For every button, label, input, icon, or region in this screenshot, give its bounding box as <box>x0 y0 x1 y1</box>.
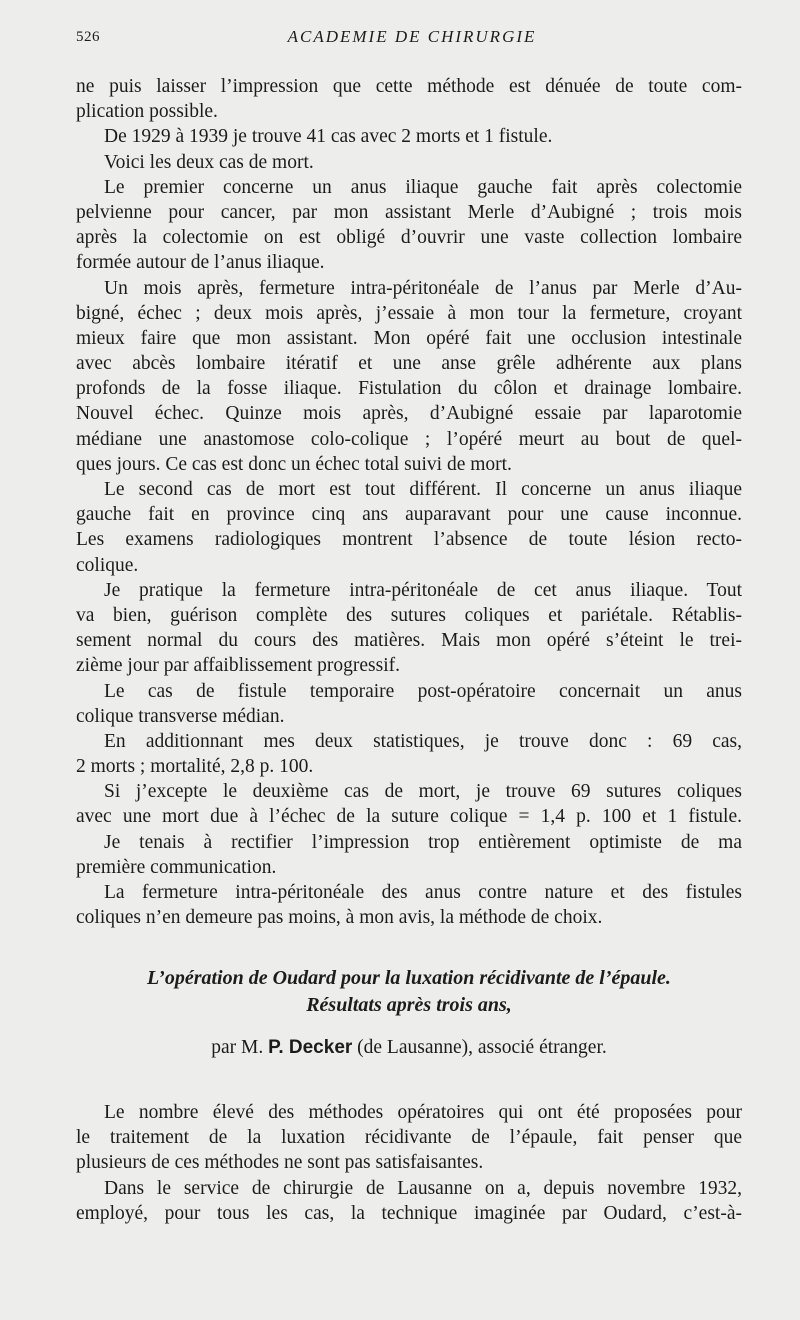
author-byline <box>76 1037 742 1059</box>
text-line: Dans le service de chirurgie de Lausanne on a, depuis novembre 1932, <box>104 1177 742 1199</box>
text-line: avec une mort due à l’échec de la suture colique = 1,4 p. 100 et 1 fistule. <box>76 806 742 828</box>
text-line: coliques n’en demeure pas moins, à mon avis, la méthode de choix. <box>76 907 603 929</box>
author-affiliation: (de Lausanne), associé étranger. <box>352 1037 607 1058</box>
text-line: colique. <box>76 554 139 576</box>
text-line: colique transverse médian. <box>76 705 285 727</box>
text-line: ne puis laisser l’impression que cette méthode est dénuée de toute com- <box>76 76 742 97</box>
text-line: Nouvel échec. Quinze mois après, d’Aubigné essaie par laparotomie <box>76 403 742 425</box>
text-line: 2 morts ; mortalité, 2,8 p. 100. <box>76 756 314 778</box>
text-line: profonds de la fosse iliaque. Fistulation du côlon et drainage lombaire. <box>76 378 742 400</box>
text-line: Voici les deux cas de mort. <box>104 151 314 173</box>
text-line: Je pratique la fermeture intra-péritonéale de cet anus iliaque. Tout <box>104 579 742 601</box>
author-prefix: par M. <box>211 1037 269 1058</box>
article-title <box>76 965 742 1019</box>
article-title-line: L’opération de Oudard pour la luxation récidivante de l’épaule. <box>147 967 671 989</box>
text-line: gauche fait en province cinq ans auparavant pour une cause inconnue. <box>76 504 742 526</box>
text-line: pelvienne pour cancer, par mon assistant Merle d’Aubigné ; trois mois <box>76 201 742 223</box>
text-line: Le second cas de mort est tout différent. Il concerne un anus iliaque <box>104 479 742 500</box>
text-line: De 1929 à 1939 je trouve 41 cas avec 2 morts et 1 fistule. <box>104 126 553 148</box>
text-line: Les examens radiologiques montrent l’absence de toute lésion recto- <box>76 529 742 551</box>
running-head: ACADEMIE DE CHIRURGIE <box>287 27 537 46</box>
text-line: formée autour de l’anus iliaque. <box>76 252 325 274</box>
text-line: avec abcès lombaire itératif et une anse grêle adhérente aux plans <box>76 353 742 375</box>
text-line: sement normal du cours des matières. Mais mon opéré s’éteint le trei- <box>76 630 742 652</box>
text-line: ques jours. Ce cas est donc un échec total suivi de mort. <box>76 453 512 475</box>
text-line: médiane une anastomose colo-colique ; l’opéré meurt au bout de quel- <box>76 428 742 450</box>
text-line: bigné, échec ; deux mois après, j’essaie à mon tour la fermeture, croyant <box>76 302 742 324</box>
text-line: En additionnant mes deux statistiques, je trouve donc : 69 cas, <box>104 730 742 752</box>
text-line: La fermeture intra-péritonéale des anus contre nature et des fistules <box>104 882 742 903</box>
text-line: mieux faire que mon assistant. Mon opéré fait une occlusion intestinale <box>76 327 742 349</box>
text-line: va bien, guérison complète des sutures coliques et pariétale. Rétablis- <box>76 604 742 626</box>
author-name: P. Decker <box>268 1037 353 1058</box>
text-line: Je tenais à rectifier l’impression trop entièrement optimiste de ma <box>104 831 742 853</box>
text-line: plication possible. <box>76 101 218 123</box>
text-line: après la colectomie on est obligé d’ouvrir une vaste collection lombaire <box>76 227 742 249</box>
article-title-line: Résultats après trois ans, <box>306 994 512 1016</box>
text-line: plusieurs de ces méthodes ne sont pas satisfaisantes. <box>76 1152 484 1174</box>
text-line: zième jour par affaiblissement progressif. <box>76 655 400 677</box>
text-line: le traitement de la luxation récidivante de l’épaule, fait penser que <box>76 1127 742 1149</box>
text-line: Le cas de fistule temporaire post-opératoire concernait un anus <box>104 680 742 702</box>
previous-article-text <box>76 74 742 930</box>
page-number: 526 <box>76 29 100 45</box>
article-body <box>76 1100 742 1226</box>
text-line: Si j’excepte le deuxième cas de mort, je trouve 69 sutures coliques <box>104 781 742 803</box>
text-line: Un mois après, fermeture intra-péritonéale de l’anus par Merle d’Au- <box>104 277 742 299</box>
text-line: Le nombre élevé des méthodes opératoires qui ont été proposées pour <box>104 1102 742 1123</box>
text-line: employé, pour tous les cas, la technique imaginée par Oudard, c’est-à- <box>76 1202 742 1224</box>
text-line: Le premier concerne un anus iliaque gauche fait après colectomie <box>104 176 742 198</box>
page-header <box>76 27 748 51</box>
text-line: première communication. <box>76 856 277 878</box>
